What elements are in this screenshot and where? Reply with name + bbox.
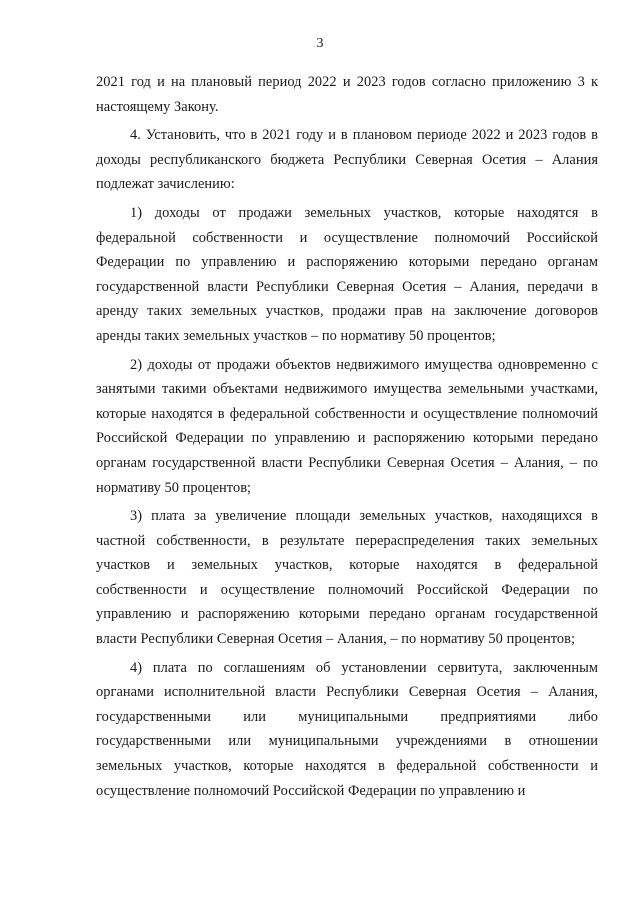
paragraph-continuation: 2021 год и на плановый период 2022 и 2023 годов согласно приложению 3 к настоящему Закону.	[96, 74, 598, 115]
paragraph-subitem-2: 2) доходы от продажи объектов недвижимого имущества одновременно с занятыми такими объектами недвижимого имущества земельными участками, которые находятся в федеральной собственности и осуществление полномочий Российской Федерации по управлению и распоряжению которыми передано органам государственной власти Республики Северная Осетия – Алания, – по нормативу 50 процентов;	[96, 356, 598, 496]
paragraph-subitem-1: 1) доходы от продажи земельных участков, которые находятся в федеральной собственности и осуществление полномочий Российской Федерации по управлению и распоряжению которыми передано органам государственной власти Республики Северная Осетия – Алания, передачи в аренду таких земельных участков, продажи прав на заключение договоров аренды таких земельных участков – по нормативу 50 процентов;	[96, 204, 598, 344]
page-number: 3	[316, 36, 324, 51]
paragraph-subitem-4: 4) плата по соглашениям об установлении сервитута, заключенным органами исполнительной власти Республики Северная Осетия – Алания, государственными или муниципальными предприятиями либо государственными или муниципальными учреждениями в отношении земельных участков, которые находятся в федеральной собственности и осуществление полномочий Российской Федерации по управлению и	[96, 659, 598, 799]
paragraph-subitem-3: 3) плата за увеличение площади земельных участков, находящихся в частной собственности, в результате перераспределения таких земельных участков и земельных участков, которые находятся в федеральной собственности и осуществление полномочий Российской Федерации по управлению и распоряжению которыми передано органам государственной власти Республики Северная Осетия – Алания, – по нормативу 50 процентов;	[96, 508, 598, 648]
document-body	[96, 70, 598, 803]
paragraph-item-4: 4. Установить, что в 2021 году и в плановом периоде 2022 и 2023 годов в доходы республиканского бюджета Республики Северная Осетия – Алания подлежат зачислению:	[96, 127, 598, 193]
